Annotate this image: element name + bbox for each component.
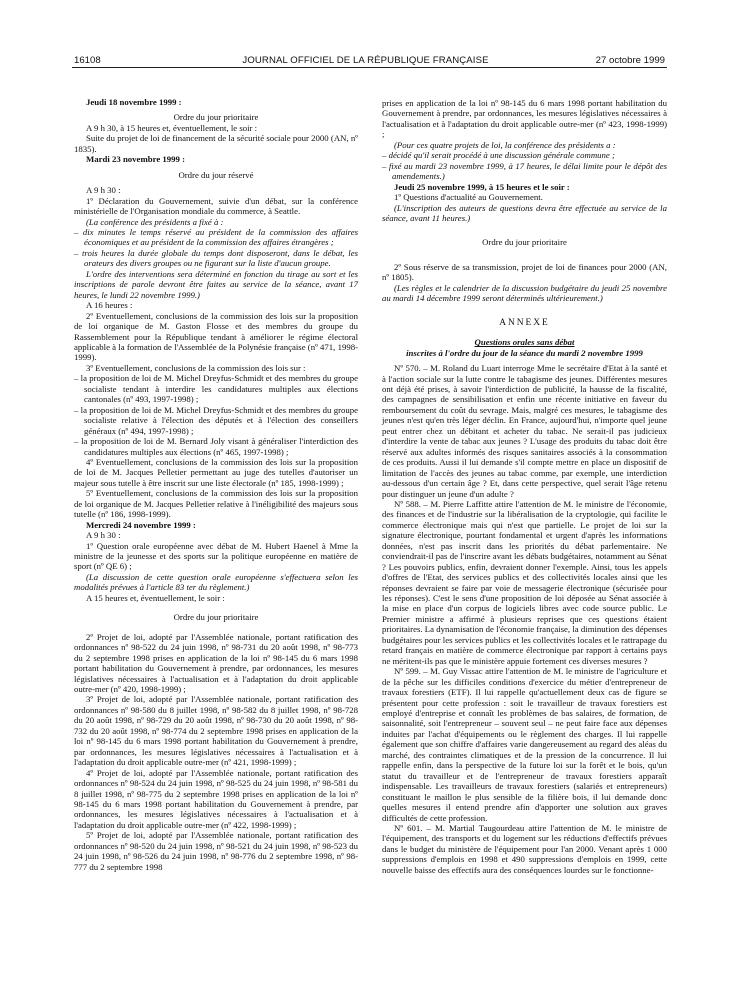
agenda-item: 2º Sous réserve de sa transmission, projet de loi de finances pour 2000 (AN, nº 1805). [382, 261, 667, 283]
journal-title: JOURNAL OFFICIEL DE LA RÉPUBLIQUE FRANÇAISE [242, 55, 489, 66]
agenda-item: 3º Eventuellement, conclusions de la commission des lois sur : [86, 362, 306, 373]
agenda-item: 5º Projet de loi, adopté par l'Assemblée nationale, portant ratification des ordonnances nº 98-520 du 24 juin 1998, nº 98-521 du 24 juin 1998, nº 98-523 du 24 juin 1998, nº 98-526 du 24 juin 1998, nº 98-776 du 2 septembre 1998, nº 98-777 du 2 septembre 1998 [74, 830, 358, 872]
page-number: 16108 [74, 55, 101, 66]
agenda-type: Ordre du jour réservé [178, 169, 254, 180]
agenda-item: 2º Eventuellement, conclusions de la commission des lois sur la proposition de loi organique de M. Gaston Flosse et des membres du groupe du Rassemblement pour la République tendant à améliorer le régime électoral applicable à la formation de l'Assemblée de la Polynésie française (nº 471, 1998-1999). [74, 310, 358, 363]
conference-note: (Les règles et le calendrier de la discussion budgétaire du jeudi 25 novembre au mardi 14 décembre 1999 seront déterminés ultérieurement.) [382, 282, 667, 304]
agenda-type: Ordre du jour prioritaire [482, 237, 567, 248]
conference-note: (La discussion de cette question orale européenne s'effectuera selon les modalités prévues à l'article 83 ter du règlement.) [74, 571, 358, 593]
day-heading: Jeudi 25 novembre 1999, à 15 heures et le soir : [394, 181, 570, 192]
agenda-item: 1º Questions d'actualité au Gouvernement. [394, 192, 543, 203]
note-dash-item: – décidé qu'il serait procédé à une discussion générale commune ; [382, 150, 615, 161]
annexe-heading: ANNEXE [499, 317, 550, 328]
note-dash-item: – trois heures la durée globale du temps dont disposeront, dans le débat, les orateurs des divers groupes ou ne figurant sur la liste d'aucun groupe. [74, 247, 358, 269]
agenda-item: Suite du projet de loi de financement de la sécurité sociale pour 2000 (AN, nº 1835). [74, 133, 358, 154]
right-column [382, 98, 667, 875]
agenda-item: 1º Déclaration du Gouvernement, suivie d'un débat, sur la conférence ministérielle de l'Organisation mondiale du commerce, à Seattle. [74, 195, 358, 217]
session-time: A 9 h 30 : [86, 185, 121, 196]
agenda-item: 3º Projet de loi, adopté par l'Assemblée nationale, portant ratification des ordonnances nº 98-580 du 8 juillet 1998, nº 98-582 du 8 juillet 1998, nº 98-728 du 20 août 1998, nº 98-729 du 20 août 1998, nº 98-730 du 20 août 1998, nº 98-732 du 20 août 1998, nº 98-774 du 2 septembre 1998 prises en application de la loi nº 98-145 du 6 mars 1998 portant habilitation du Gouvernement à prendre, par ordonnances, les mesures législatives nécessaires à l'actualisation et à l'adaptation du droit applicable outre-mer (nº 421, 1998-1999) ; [74, 694, 358, 768]
day-heading: Jeudi 18 novembre 1999 : [86, 97, 182, 107]
agenda-item: 5º Eventuellement, conclusions de la commission des lois sur la proposition de loi organique de M. Jacques Pelletier relative à l'inéligibilité des majeurs sous tutelle (nº 186, 1998-1999). [74, 488, 358, 520]
agenda-type: Ordre du jour prioritaire [173, 612, 259, 623]
session-time: A 15 heures et, éventuellement, le soir : [86, 592, 225, 603]
conference-note: L'ordre des interventions sera déterminé en fonction du tirage au sort et les inscriptions de parole devront être faites au service de la séance, avant 17 heures, le lundi 22 novembre 1999.) [74, 268, 358, 300]
agenda-item: 4º Projet de loi, adopté par l'Assemblée nationale, portant ratification des ordonnances nº 98-524 du 24 juin 1998, nº 98-525 du 24 juin 1998, nº 98-581 du 8 juillet 1998, nº 98-775 du 2 septembre 1998 prises en application de la loi nº 98-145 du 6 mars 1998 portant habilitation du Gouvernement à prendre, par ordonnances, les mesures législatives nécessaires à l'actualisation et à l'adaptation du droit applicable outre-mer (nº 422, 1998-1999) ; [74, 767, 358, 830]
oral-question: Nº 599. – M. Guy Vissac attire l'attention de M. le ministre de l'agriculture et de la pêche sur les difficiles conditions d'exercice du métier d'entrepreneur de travaux forestiers (ETF). Il lui rappelle qu'actuellement deux cas de figure se présentent pour cette profession : soit le travailleur de travaux forestiers est employé d'entreprise et connaît les problèmes de bas salaires, de formation, de saisonnalité, soit l'entrepreneur – souvent seul – ne peut faire face aux dépenses induites par l'achat d'équipements ou le règlement des charges. Il lui rappelle également que son chiffre d'affaires varie dangereusement au regard des aléas du marché, des contraintes climatiques et de la pression de la concurrence. Il lui rappelle enfin, dans la perspective de la future loi sur la forêt et le bois, qu'un statut du travailleur et de l'entrepreneur de travaux forestiers apparaît indispensable. Les travailleurs de travaux forestiers (salariés et entrepreneurs) constituant le maillon le plus sensible de la filière bois, il lui demande donc quelles mesures il entend prendre afin d'apporter une solution aux graves difficultés de cette profession. [382, 666, 667, 823]
session-time: A 16 heures : [86, 300, 133, 311]
oral-question: Nº 588. – M. Pierre Laffitte attire l'attention de M. le ministre de l'économie, des finances et de l'industrie sur la libéralisation de la cryptologie, qui facilite le commerce électronique mais qui n'est que partielle. Le projet de loi sur la signature électronique, pourtant fondamental et urgent d'après les informations données, n'est pas inscrit dans les priorités du débat parlementaire. Ne conviendrait-il pas de l'inscrire avant les débats budgétaires, notamment au Sénat ? Les pouvoirs publics, enfin, devraient donner l'exemple. Ainsi, tous les appels d'offres de l'Etat, des services publics et des collectivités locales ainsi que les réponses devraient se faire par voie de messagerie électronique (sécurisée pour les réponses). C'est le sens d'une proposition de loi déposée au Sénat associée à la mise en place d'un corpus de logiciels libres avec code source public. Le Premier ministre a affirmé à plusieurs reprises que ces questions étaient prioritaires. La dynamisation de l'économie française, la diminution des dépenses budgétaires pour les services publics et les collectivités locales et le rattrapage du retard français en matière de commerce électronique par rapport à certains pays ne méritent-ils pas que le ministère appuie fortement ces diverses mesures ? [382, 498, 667, 666]
conference-note: (Pour ces quatre projets de loi, la conférence des présidents a : [394, 139, 616, 150]
day-heading: Mardi 23 novembre 1999 : [86, 154, 185, 165]
agenda-dash-item: – la proposition de loi de M. Michel Dreyfus-Schmidt et des membres du groupe socialiste tendant à interdire les candidatures multiples aux élections cantonales (nº 493, 1997-1998) ; [74, 373, 358, 405]
agenda-item: 1º Question orale européenne avec débat de M. Hubert Haenel à Mme la ministre de la jeunesse et des sports sur la politique européenne en matière de sport (nº QE 6) ; [74, 540, 358, 572]
agenda-item: 2º Projet de loi, adopté par l'Assemblée nationale, portant ratification des ordonnances nº 98-522 du 24 juin 1998, nº 98-731 du 20 août 1998, nº 98-773 du 2 septembre 1998 prises en application de la loi nº 98-145 du 6 mars 1998 portant habilitation du Gouvernement à prendre, par ordonnances, les mesures législatives nécessaires à l'actualisation et à l'adaptation du droit applicable outre-mer (nº 420, 1998-1999) ; [74, 631, 358, 695]
day-heading: Mercredi 24 novembre 1999 : [86, 519, 196, 530]
note-dash-item: – fixé au mardi 23 novembre 1999, à 17 heures, le délai limite pour le dépôt des amendements.) [382, 160, 667, 182]
note-dash-item: – dix minutes le temps réservé au président de la commission des affaires économiques et au président de la commission des affaires étrangères ; [74, 226, 358, 248]
agenda-type: Ordre du jour prioritaire [173, 112, 259, 123]
agenda-dash-item: – la proposition de loi de M. Michel Dreyfus-Schmidt et des membres du groupe socialiste relative à l'élection des députés et à l'élection des conseillers généraux (nº 494, 1997-1998) ; [74, 404, 358, 436]
agenda-item: 4º Eventuellement, conclusions de la commission des lois sur la proposition de loi de M. Jacques Pelletier permettant au juge des tutelles d'autoriser un majeur sous tutelle à être inscrit sur une liste électorale (nº 185, 1998-1999) ; [74, 456, 358, 488]
conference-note: (La conférence des présidents a fixé à : [86, 216, 224, 227]
oral-question: Nº 570. – M. Roland du Luart interroge Mme le secrétaire d'Etat à la santé et à l'action sociale sur la lutte contre le tabagisme des jeunes. Différentes mesures ont déjà été prises, à savoir l'interdiction de publicité, la hausse de la fiscalité, des campagnes de sensibilisation et enfin une récente initiative en faveur du remboursement du coût du sevrage. Mais, malgré ces mesures, le tabagisme des jeunes n'est qu'en très léger déclin. En France, aujourd'hui, n'importe quel jeune peut entrer chez un débitant et acheter du tabac. Ne serait-il pas judicieux d'interdire la vente de tabac aux jeunes ? L'usage des produits du tabac doit être réservé aux adultes informés des risques sanitaires associés à la consommation de ces produits. Aussi il lui demande s'il compte mettre en place un dispositif de limitation de l'accès des jeunes au tabac comme, par exemple, une interdiction au-dessous d'un certain âge ? Et, dans cette perspective, quel serait l'âge retenu pour distinguer un jeune d'un adulte ? [382, 363, 667, 499]
issue-date: 27 octobre 1999 [595, 55, 665, 66]
header-rule [72, 67, 667, 68]
annexe-subtitle: inscrites à l'ordre du jour de la séance du mardi 2 novembre 1999 [406, 347, 643, 358]
agenda-item-continued: prises en application de la loi nº 98-145 du 6 mars 1998 portant habilitation du Gouvernement à prendre, par ordonnances, les mesures législatives nécessaires à l'actualisation et à l'adaptation du droit applicable outre-mer (nº 423, 1998-1999) ; [382, 98, 667, 140]
left-column [74, 97, 358, 872]
session-time: A 9 h 30 : [86, 530, 121, 541]
conference-note: (L'inscription des auteurs de questions devra être effectuée au service de la séance, avant 11 heures.) [382, 202, 667, 223]
agenda-dash-item: – la proposition de loi de M. Bernard Joly visant à généraliser l'interdiction des candidatures multiples aux élections (nº 465, 1997-1998) ; [74, 436, 358, 457]
session-time: A 9 h 30, à 15 heures et, éventuellement, le soir : [86, 122, 258, 133]
oral-question: Nº 601. – M. Martial Taugourdeau attire l'attention de M. le ministre de l'équipement, des transports et du logement sur les réductions d'effectifs prévues dans le budget du ministère de l'équipement pour l'an 2000. Venant après 1 000 suppressions d'emplois en 1998 et 490 suppressions d'emplois en 1999, cette nouvelle baisse des effectifs aura des conséquences lourdes sur le fonctionne- [382, 823, 667, 875]
annexe-title: Questions orales sans débat [474, 337, 575, 348]
